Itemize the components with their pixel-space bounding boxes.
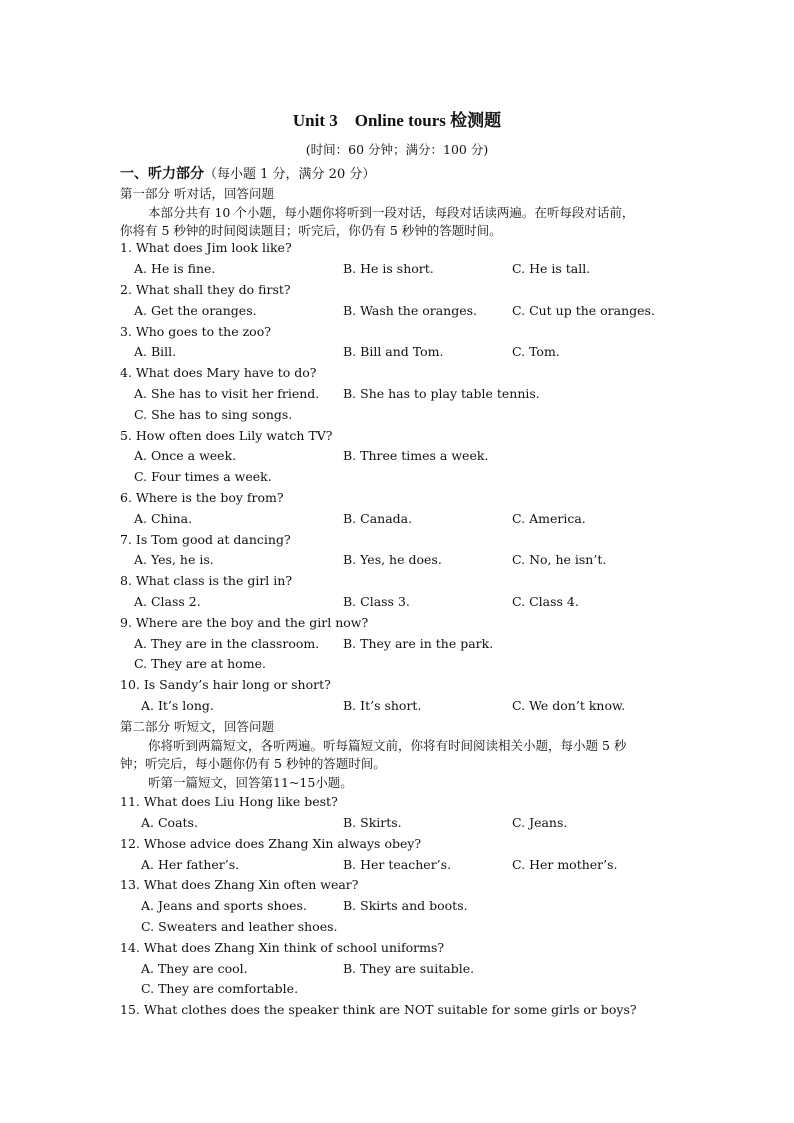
part2-instruction: 你将听到两篇短文，各听两遍。听每篇短文前，你将有时间阅读相关小题，每小题 5 秒 xyxy=(148,738,627,753)
option-a: A. It’s long. xyxy=(141,698,214,713)
option-b: B. Canada. xyxy=(343,511,413,526)
section-heading xyxy=(120,163,375,183)
option-b: B. Class 3. xyxy=(343,594,410,609)
option-a: A. Her father’s. xyxy=(141,857,240,872)
question: 12. Whose advice does Zhang Xin always obey? xyxy=(120,836,422,851)
option-b: B. They are in the park. xyxy=(343,636,494,651)
part1-instruction-cont: 你将有 5 秒钟的时间阅读题目；听完后，你仍有 5 秒钟的答题时间。 xyxy=(120,223,502,238)
option-a: A. They are in the classroom. xyxy=(134,636,320,651)
question: 3. Who goes to the zoo? xyxy=(120,324,271,339)
option-a: A. Bill. xyxy=(134,344,177,359)
option-a: A. Jeans and sports shoes. xyxy=(141,898,307,913)
question: 11. What does Liu Hong like best? xyxy=(120,794,338,809)
option-c: C. He is tall. xyxy=(512,261,591,276)
option-b: B. She has to play table tennis. xyxy=(343,386,540,401)
option-a: A. Yes, he is. xyxy=(134,552,214,567)
option-c: C. America. xyxy=(512,511,586,526)
option-b: B. Three times a week. xyxy=(343,448,489,463)
question: 13. What does Zhang Xin often wear? xyxy=(120,877,359,892)
question: 9. Where are the boy and the girl now? xyxy=(120,615,369,630)
option-a: A. China. xyxy=(134,511,193,526)
part2-sub-instruction: 听第一篇短文，回答第11~15小题。 xyxy=(148,775,353,790)
option-c: C. They are comfortable. xyxy=(141,981,299,996)
question: 1. What does Jim look like? xyxy=(120,240,292,255)
option-b: B. It’s short. xyxy=(343,698,422,713)
question: 8. What class is the girl in? xyxy=(120,573,293,588)
option-a: A. Get the oranges. xyxy=(134,303,257,318)
section-title: 一、听力部分 xyxy=(120,166,204,182)
part2-instruction-cont: 钟；听完后，每小题你仍有 5 秒钟的答题时间。 xyxy=(120,756,386,771)
time-and-score: (时间：60 分钟；满分：100 分) xyxy=(305,142,489,157)
option-c: C. Sweaters and leather shoes. xyxy=(141,919,338,934)
option-b: B. Her teacher’s. xyxy=(343,857,452,872)
option-c: C. They are at home. xyxy=(134,656,266,671)
option-b: B. Yes, he does. xyxy=(343,552,442,567)
option-c: C. Her mother’s. xyxy=(512,857,618,872)
option-c: C. No, he isn’t. xyxy=(512,552,607,567)
option-b: B. Skirts. xyxy=(343,815,402,830)
option-a: A. She has to visit her friend. xyxy=(134,386,320,401)
question: 6. Where is the boy from? xyxy=(120,490,284,505)
part1-heading: 第一部分 听对话，回答问题 xyxy=(120,186,274,201)
option-c: C. Cut up the oranges. xyxy=(512,303,655,318)
option-a: A. He is fine. xyxy=(134,261,216,276)
option-c: C. She has to sing songs. xyxy=(134,407,293,422)
option-c: C. Jeans. xyxy=(512,815,568,830)
question: 2. What shall they do first? xyxy=(120,282,291,297)
option-b: B. He is short. xyxy=(343,261,434,276)
option-a: A. Once a week. xyxy=(134,448,237,463)
part2-heading: 第二部分 听短文，回答问题 xyxy=(120,719,274,734)
option-c: C. Four times a week. xyxy=(134,469,272,484)
option-a: A. They are cool. xyxy=(141,961,248,976)
question: 4. What does Mary have to do? xyxy=(120,365,317,380)
option-c: C. Tom. xyxy=(512,344,560,359)
option-c: C. Class 4. xyxy=(512,594,579,609)
option-b: B. Skirts and boots. xyxy=(343,898,468,913)
option-a: A. Class 2. xyxy=(134,594,201,609)
section-scoring: （每小题 1 分，满分 20 分） xyxy=(204,167,376,182)
page-title: Unit 3 Online tours 检测题 xyxy=(292,111,502,130)
option-b: B. They are suitable. xyxy=(343,961,475,976)
option-c: C. We don’t know. xyxy=(512,698,626,713)
question: 5. How often does Lily watch TV? xyxy=(120,428,333,443)
option-a: A. Coats. xyxy=(141,815,198,830)
option-b: B. Wash the oranges. xyxy=(343,303,478,318)
question: 10. Is Sandy’s hair long or short? xyxy=(120,677,331,692)
question: 15. What clothes does the speaker think are NOT suitable for some girls or boys? xyxy=(120,1002,637,1017)
question: 7. Is Tom good at dancing? xyxy=(120,532,291,547)
option-b: B. Bill and Tom. xyxy=(343,344,444,359)
part1-instruction: 本部分共有 10 个小题，每小题你将听到一段对话，每段对话读两遍。在听每段对话前， xyxy=(148,205,635,220)
question: 14. What does Zhang Xin think of school uniforms? xyxy=(120,940,445,955)
